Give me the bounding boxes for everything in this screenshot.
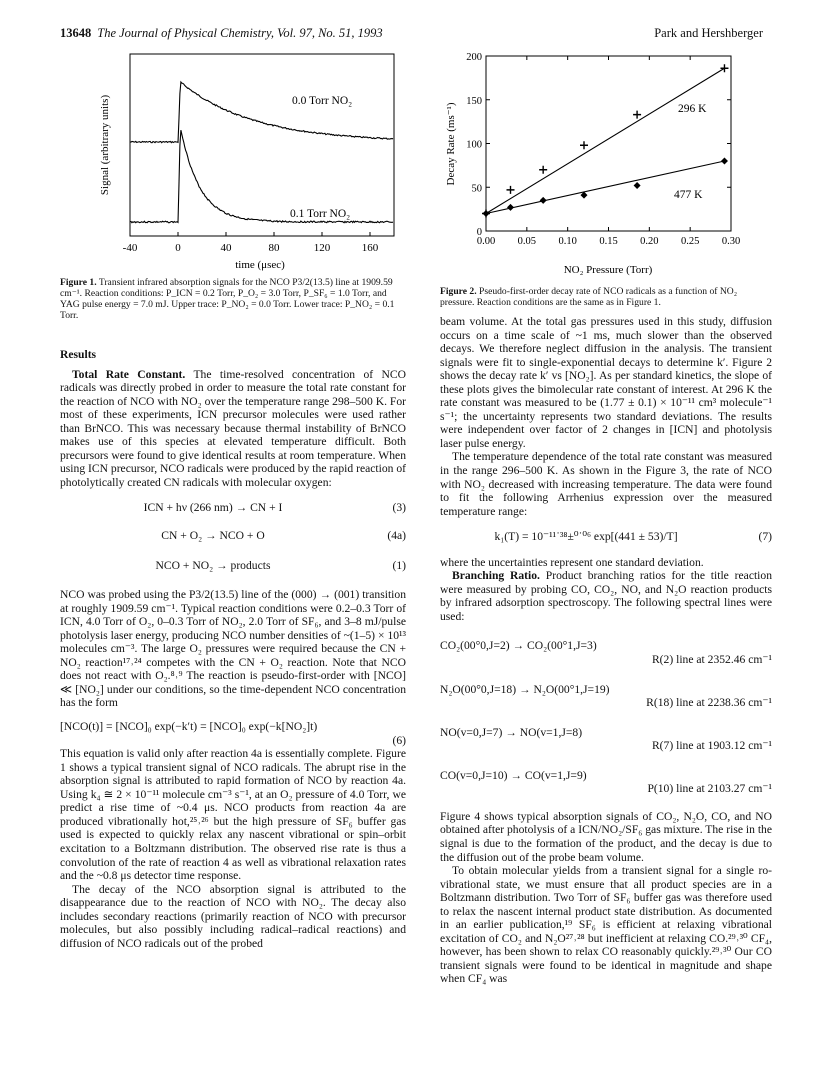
spectral-line-4 bbox=[440, 769, 772, 796]
figure-1-xticks bbox=[123, 232, 379, 254]
equation-3 bbox=[60, 501, 406, 515]
y-tick-label: 50 bbox=[471, 183, 482, 195]
figure-2-caption-text: Pseudo-first-order decay rate of NCO radicals as a function of NO₂ pressure. Reaction conditions are the same as in Figure 1. bbox=[440, 286, 738, 308]
data-point-diamond bbox=[483, 210, 490, 217]
equation-number: (4a) bbox=[387, 529, 406, 543]
paragraph: The decay of the NCO absorption signal is attributed to the disappearance due to the reaction of NCO with NO₂. The decay also includes secondary reactions (primarily reaction of NCO with precursor molecules, but also possibly including radical–radical reactions) and diffusion of NCO radicals out of the probed bbox=[60, 882, 406, 950]
data-point-diamond bbox=[721, 158, 728, 165]
equation-number: (1) bbox=[392, 558, 406, 572]
equation-4a bbox=[60, 529, 406, 543]
left-column bbox=[60, 340, 406, 950]
equation-1 bbox=[60, 559, 406, 573]
equation-expr: CN + O₂ → NCO + O bbox=[161, 529, 265, 543]
line-position: R(18) line at 2238.36 cm⁻¹ bbox=[646, 696, 772, 710]
paragraph: where the uncertainties represent one standard deviation. bbox=[440, 555, 704, 569]
lower-trace bbox=[130, 130, 393, 223]
paragraph: beam volume. At the total gas pressures used in this study, diffusion occurs on a time scale of ~1 ms, much slower than the observed decays. We therefore neglect diffusion in the analysis. The transient signals were fit to single-exponential decays to determine k′. Figure 2 shows the decay rate k′ vs [NO₂]. As per standard kinetics, the slope of these plots gives the bimolecular rate constant of interest. At 296 K the rate constant was measured to be (1.77 ± 0.1) × 10⁻¹¹ cm³ molecule⁻¹ s⁻¹; the uncertainty represents two standard deviations. The results were independent over factor of 2 changes in [ICN] and photolysis laser pulse energy. bbox=[440, 315, 772, 450]
x-tick-label: 0.30 bbox=[721, 236, 740, 247]
line-position: R(2) line at 2352.46 cm⁻¹ bbox=[651, 653, 772, 667]
equation-expr: k₁(T) = 10⁻¹¹˙³⁸±⁰˙⁰⁶ exp[(441 ± 53)/T] bbox=[494, 530, 678, 544]
figure-1-xtick-label: -40 bbox=[122, 242, 138, 254]
paragraph: The temperature dependence of the total rate constant was measured in the range 296–500 K. As shown in the Figure 3, the rate of NCO with NO₂ decreased with increasing temperature. The data were found to fit the following Arrhenius expression over the measured temperature range: bbox=[440, 450, 772, 518]
data-point-plus bbox=[633, 111, 641, 119]
x-tick-label: 0.10 bbox=[558, 236, 577, 247]
x-tick-label: 0.00 bbox=[476, 236, 496, 247]
data-point-plus bbox=[539, 166, 547, 174]
running-header bbox=[60, 26, 383, 41]
journal-citation: The Journal of Physical Chemistry, Vol. 97, No. 51, 1993 bbox=[97, 26, 383, 40]
data-point-plus bbox=[580, 141, 588, 149]
transition: CO(v=0,J=10) → CO(v=1,J=9) bbox=[440, 768, 587, 782]
figure-1-ylabel: Signal (arbitrary units) bbox=[99, 94, 111, 196]
paragraph: To obtain molecular yields from a transient signal for a single ro-vibrational state, we must ensure that all product species are in a Boltzmann distribution. Two Torr of SF₆ buffer gas was therefore used to relax the nascent internal product state distribution. As documented in an earlier publication,¹⁹ SF₆ is efficient at relaxing vibrational excitation of CO₂ and N₂O²⁷˒²⁸ but inefficient at relaxing CO.²⁹˒³⁰ CF₄, however, has been shown to relax CO reasonably quickly.²⁹˒³⁰ Our CO transient signals were found to be identical in magnitude and shape when CF₄ was bbox=[440, 864, 772, 986]
line-position: P(10) line at 2103.27 cm⁻¹ bbox=[647, 782, 772, 796]
figure-1-caption bbox=[60, 277, 406, 321]
x-tick-label: 0.20 bbox=[640, 236, 659, 247]
equation-6 bbox=[60, 720, 406, 747]
authors-header: Park and Hershberger bbox=[654, 26, 763, 40]
data-point-plus bbox=[507, 186, 515, 194]
upper-trace bbox=[130, 82, 393, 143]
figure-2-caption bbox=[440, 286, 770, 308]
paragraph: This equation is valid only after reaction 4a is essentially complete. Figure 1 shows a typical transient signal of NCO radicals. The abrupt rise in the absorption signal is attributed to rapid formation of NCO by reaction 4a. Using k₄ ≅ 2 × 10⁻¹¹ molecule cm⁻³ s⁻¹, at an O₂ pressure of 4.0 Torr, we predict a rise time of ~0.4 μs. NCO products from reaction 4a are produced vibrationally hot,²⁵˒²⁶ but the high pressure of SF₆ buffer gas used is expected to quickly relax any nascent vibrational or spin–orbit excitation to a Boltzmann distribution. The observed rise rate is thus a convolution of the rate of reaction 4 as well as vibrational relaxation rates and the ~0.8 μs detector time response. bbox=[60, 747, 406, 883]
x-tick-label: 0.05 bbox=[517, 236, 537, 247]
transition: NO(v=0,J=7) → NO(v=1,J=8) bbox=[440, 725, 583, 739]
figure-2-plot bbox=[440, 48, 740, 280]
paragraph-text: Product branching ratios for the title reaction were measured by probing CO, CO₂, NO, and N₂O reaction products by infrared adsorption spectroscopy. The following spectral lines were used: bbox=[440, 569, 772, 623]
transition: CO₂(00°0,J=2) → CO₂(00°1,J=3) bbox=[440, 639, 597, 653]
figure-1-frame bbox=[130, 54, 394, 236]
equation-expr: ICN + hν (266 nm) → CN + I bbox=[143, 501, 283, 515]
y-tick-label: 200 bbox=[466, 52, 482, 63]
data-point-diamond bbox=[540, 197, 547, 204]
figure-1-plot bbox=[82, 52, 402, 277]
transition: N₂O(00°0,J=18) → N₂O(00°1,J=19) bbox=[440, 682, 610, 696]
y-tick-label: 150 bbox=[466, 95, 482, 107]
lower-trace-label: 0.1 Torr NO₂ bbox=[290, 208, 351, 220]
equation-7 bbox=[440, 530, 772, 544]
series-label-296k: 296 K bbox=[678, 103, 707, 115]
y-tick-label: 100 bbox=[466, 139, 482, 151]
line-position: R(7) line at 1903.12 cm⁻¹ bbox=[651, 739, 772, 753]
paragraph: Figure 4 shows typical absorption signals of CO₂, N₂O, CO, and NO obtained after photolysis of a ICN/NO₂/SF₆ gas mixture. The rise in the signal is due to the formation of the product, and the decay is due to the diffusion out of the probe beam volume. bbox=[440, 809, 772, 864]
figure-1 bbox=[82, 52, 402, 277]
equation-number: (3) bbox=[392, 501, 406, 515]
paragraph: NCO was probed using the P3/2(13.5) line of the (000) → (001) transition at roughly 1909.59 cm⁻¹. Typical reaction conditions were 0.2–0.3 Torr of ICN, 4.0 Torr of O₂, 0–0.3 Torr of NO₂, 2.0 Torr of SF₆, and 3–8 mJ/pulse photolysis laser energy, producing NCO number densities of ~(1–5) × 10¹³ molecules cm⁻³. The large O₂ pressures were required because the CN + NO₂ reaction¹⁷˒²⁴ competes with the CN + O₂ reaction. Note that NCO does not react with O₂.⁸˒⁹ The reaction is pseudo-first-order with [NCO] ≪ [NO₂] under our conditions, so the time-dependent NCO concentration has the form bbox=[60, 588, 406, 710]
equation-expr: NCO + NO₂ → products bbox=[155, 558, 271, 572]
x-tick-label: 0.25 bbox=[680, 236, 700, 247]
figure-2-ticks bbox=[466, 52, 740, 247]
figure-1-xtick-label: 40 bbox=[220, 242, 232, 254]
figure-1-xtick-label: 160 bbox=[361, 242, 379, 254]
data-point-plus bbox=[720, 64, 728, 72]
right-column bbox=[440, 315, 772, 986]
spectral-line-1 bbox=[440, 639, 772, 666]
figure-1-xtick-label: 80 bbox=[268, 242, 280, 254]
upper-trace-label: 0.0 Torr NO₂ bbox=[292, 95, 353, 107]
data-point-diamond bbox=[507, 204, 514, 211]
run-in-head: Total Rate Constant. bbox=[72, 367, 186, 381]
equation-expr: [NCO(t)] = [NCO]₀ exp(−k′t) = [NCO]₀ exp(−k[NO₂]t) bbox=[60, 720, 318, 734]
x-tick-label: 0.15 bbox=[599, 236, 618, 247]
y-tick-label: 0 bbox=[476, 227, 482, 238]
figure-2-caption-head: Figure 2. bbox=[440, 286, 477, 297]
figure-1-caption-head: Figure 1. bbox=[60, 277, 97, 288]
figure-2-ylabel: Decay Rate (ms⁻¹) bbox=[445, 102, 457, 186]
paragraph bbox=[440, 569, 772, 623]
spectral-line-3 bbox=[440, 726, 772, 753]
figure-2-xlabel: NO₂ Pressure (Torr) bbox=[563, 264, 653, 276]
equation-number: (7) bbox=[758, 530, 772, 544]
figure-1-xtick-label: 0 bbox=[175, 242, 181, 254]
figure-1-xtick-label: 120 bbox=[313, 242, 331, 254]
results-heading: Results bbox=[60, 348, 97, 361]
series-label-477k: 477 K bbox=[674, 189, 703, 201]
paragraph bbox=[60, 368, 406, 490]
equation-number: (6) bbox=[392, 733, 406, 747]
paragraph-text: The time-resolved concentration of NCO radicals was directly probed in order to measure the total rate constant for the reaction of NCO with NO₂ over the temperature range 298–500 K. For most of these experiments, ICN precursor molecules were used rather than BrNCO. This was necessary because thermal instability of BrNCO makes use of this species at elevated temperature difficult. Both precursors were found to give identical results at room temperature. When using ICN precursor, NCO radicals were produced by the rapid reaction of photolytically created CN radicals with molecular oxygen: bbox=[60, 367, 406, 489]
figure-2 bbox=[440, 48, 740, 280]
figure-1-xlabel: time (μsec) bbox=[235, 259, 285, 271]
data-point-diamond bbox=[634, 182, 641, 189]
run-in-head: Branching Ratio. bbox=[452, 569, 540, 583]
fit-line bbox=[486, 161, 724, 214]
page-number: 13648 bbox=[60, 26, 92, 40]
spectral-line-2 bbox=[440, 683, 772, 710]
figure-2-frame bbox=[486, 56, 731, 231]
figure-1-caption-text: Transient infrared absorption signals for the NCO P3/2(13.5) line at 1909.59 cm⁻¹. Reaction conditions: P_ICN = 0.2 Torr, P_O₂ = 3.0 Torr, P_SF₆ = 1.0 Torr, and YAG pulse energy = 7.0 mJ. Upper trace: P_NO₂ = 0.0 Torr. Lower trace: P_NO₂ = 0.1 Torr. bbox=[60, 277, 395, 321]
